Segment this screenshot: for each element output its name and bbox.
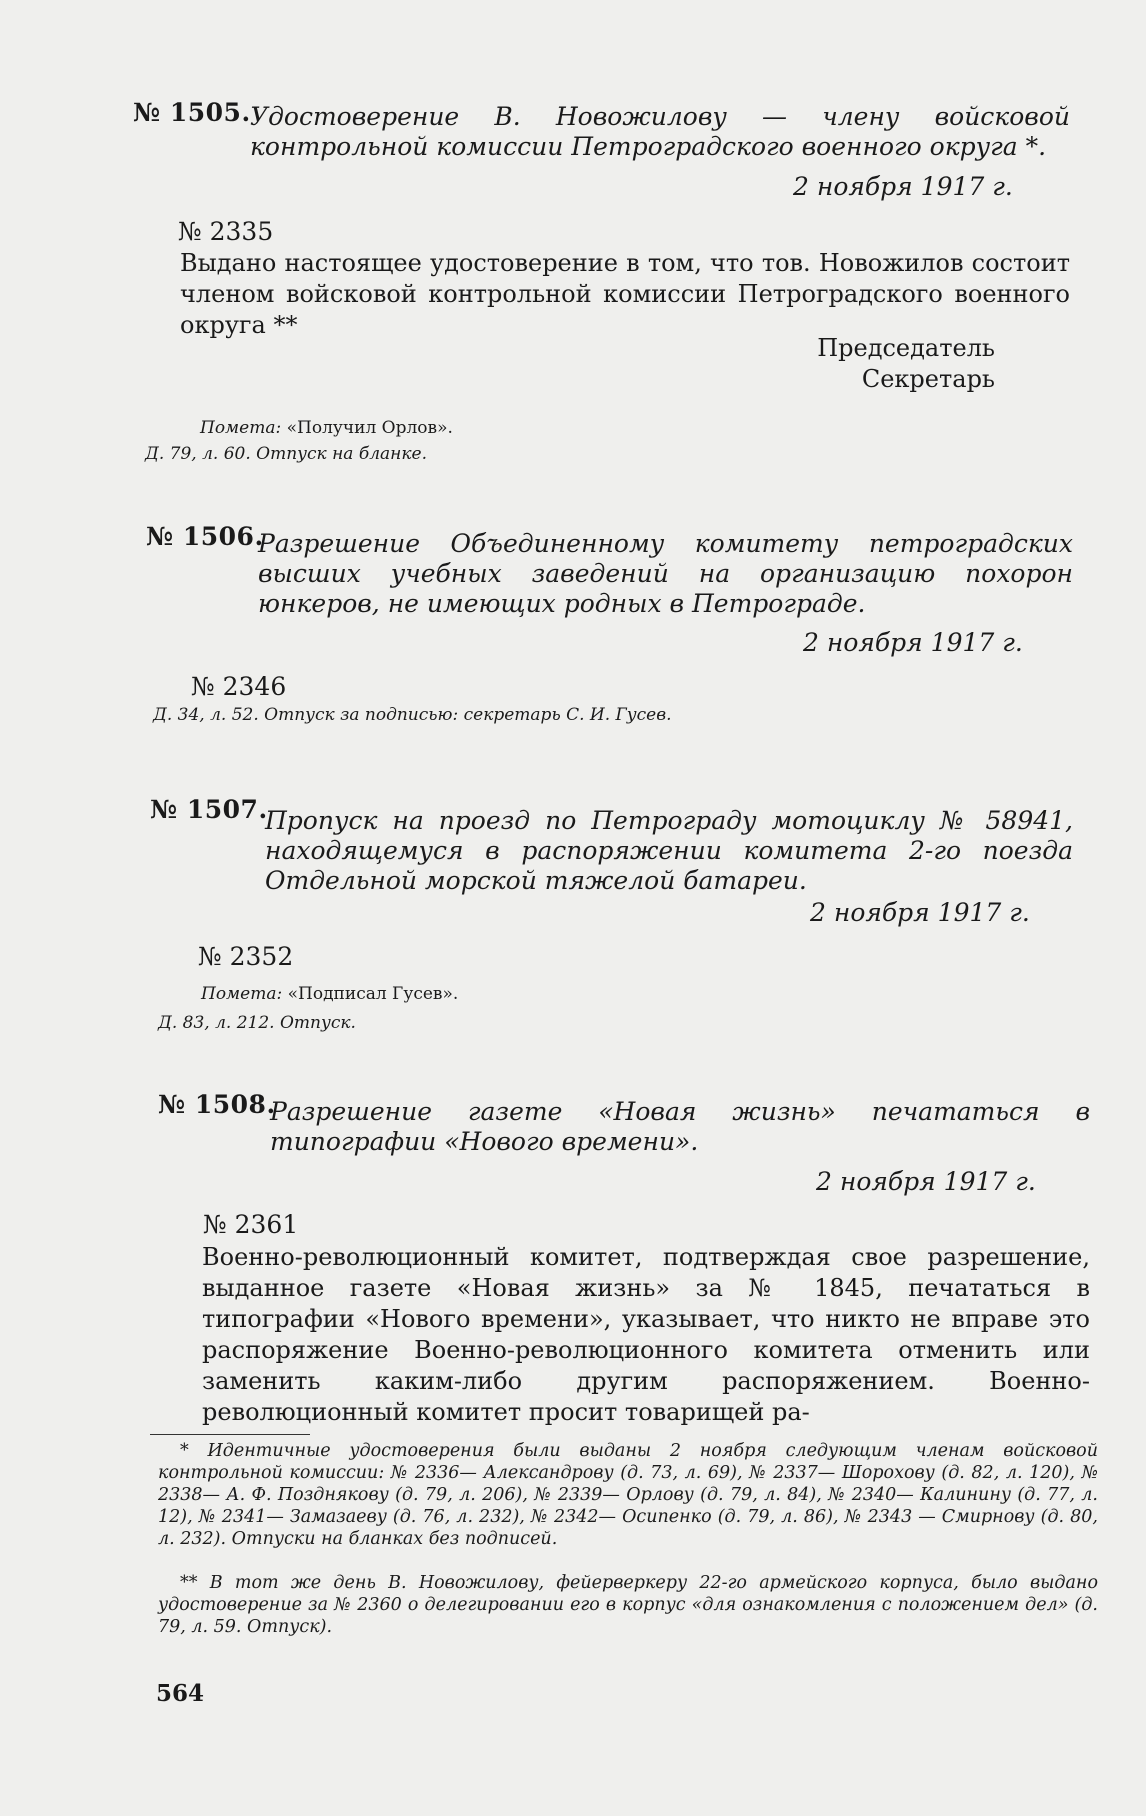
footnote-1: * Идентичные удостоверения были выданы 2 ноября следующим членам войсковой контрольной комиссии: № 2336— Александрову (д. 73, л. 69), № 2337— Шорохову (д. 82, л. 120), № 2338— А. Ф. Позднякову (д. 79, л. 206), № 2339— Орлову (д. 79, л. 84), № 2340— Калинину (д. 77, л. 12), № 2341— Замазаеву (д. 76, л. 232), № 2342— Осипенко (д. 79, л. 86), № 2343 — Смирнову (д. 80, л. 232). Отпуски на бланках без подписей. bbox=[158, 1441, 1098, 1549]
document-number: № 1506. bbox=[146, 522, 264, 551]
registration-number: № 2352 bbox=[198, 942, 294, 971]
document-number: № 1507. bbox=[150, 795, 268, 824]
archive-reference: Д. 34, л. 52. Отпуск за подписью: секретарь С. И. Гусев. bbox=[153, 705, 672, 725]
document-title: Удостоверение В. Новожилову — члену войсковой контрольной комиссии Петроградского военного округа *. bbox=[250, 102, 1070, 161]
footnote-divider bbox=[150, 1434, 310, 1435]
page-number: 564 bbox=[156, 1680, 205, 1707]
registration-number: № 2335 bbox=[178, 217, 274, 246]
document-title: Пропуск на проезд по Петрограду мотоциклу № 58941, находящемуся в распоряжении комитета 2-го поезда Отдельной морской тяжелой батареи. bbox=[265, 806, 1073, 895]
document-body: Военно-революционный комитет, подтверждая свое разрешение, выданное газете «Новая жизнь» за № 1845, печататься в типографии «Нового времени», указывает, что никто не вправе это распоряжение Военно-революционного комитета отменить или заменить каким-либо другим распоряжением. Военно-революционный комитет просит товарищей ра- bbox=[202, 1243, 1090, 1426]
note-label: Помета: bbox=[201, 984, 283, 1004]
note bbox=[200, 418, 453, 438]
registration-number: № 2346 bbox=[191, 672, 287, 701]
document-body: Выдано настоящее удостоверение в том, что тов. Новожилов состоит членом войсковой контрольной комиссии Петроградского военного округа ** bbox=[180, 249, 1070, 339]
document-title: Разрешение газете «Новая жизнь» печататься в типографии «Нового времени». bbox=[270, 1097, 1090, 1156]
footnote-2: ** В тот же день В. Новожилову, фейерверкеру 22-го армейского корпуса, было выдано удостоверение за № 2360 о делегировании его в корпус «для ознакомления с положением дел» (д. 79, л. 59. Отпуск). bbox=[158, 1573, 1098, 1637]
document-title: Разрешение Объединенному комитету петроградских высших учебных заведений на организацию похорон юнкеров, не имеющих родных в Петрограде. bbox=[258, 529, 1073, 618]
document-date: 2 ноября 1917 г. bbox=[816, 1167, 1036, 1196]
signature-chairman: Председатель bbox=[817, 334, 995, 362]
document-date: 2 ноября 1917 г. bbox=[810, 898, 1030, 927]
note bbox=[201, 984, 458, 1004]
archive-reference: Д. 79, л. 60. Отпуск на бланке. bbox=[145, 444, 427, 464]
document-number: № 1508. bbox=[158, 1090, 276, 1119]
document-date: 2 ноября 1917 г. bbox=[803, 628, 1023, 657]
note-text: «Получил Орлов». bbox=[286, 418, 453, 438]
signature-secretary: Секретарь bbox=[861, 365, 995, 393]
note-text: «Подписал Гусев». bbox=[287, 984, 459, 1004]
registration-number: № 2361 bbox=[203, 1210, 299, 1239]
note-label: Помета: bbox=[200, 418, 282, 438]
document-number: № 1505. bbox=[133, 98, 251, 127]
archive-reference: Д. 83, л. 212. Отпуск. bbox=[158, 1013, 356, 1033]
document-date: 2 ноября 1917 г. bbox=[793, 172, 1013, 201]
